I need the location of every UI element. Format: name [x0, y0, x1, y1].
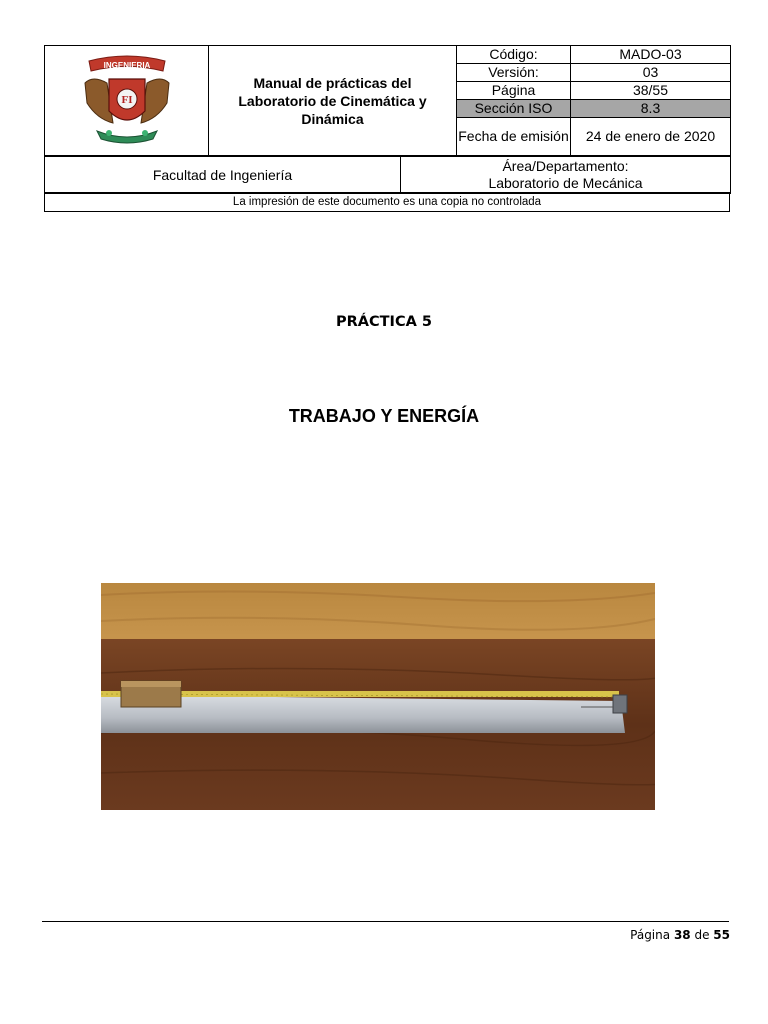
department-row: [44, 156, 731, 194]
field-value-code: MADO-03: [571, 46, 731, 64]
manual-title: Manual de prácticas del Laboratorio de Cinemática y Dinámica: [209, 46, 457, 156]
footer-page-number: [630, 928, 730, 942]
footer-connector: de: [694, 928, 710, 942]
uncontrolled-copy-notice: La impresión de este documento es una copia no controlada: [45, 193, 730, 212]
air-track-photo: [101, 583, 655, 810]
logo-banner-text: INGENIERIA: [103, 60, 150, 70]
practice-title: TRABAJO Y ENERGÍA: [288, 406, 480, 426]
field-label-code: Código:: [457, 46, 571, 64]
field-value-version: 03: [571, 64, 731, 82]
footer-current-page: 38: [673, 928, 691, 942]
svg-text:FI: FI: [121, 93, 132, 106]
field-value-iso-section: 8.3: [571, 100, 731, 118]
field-label-issue-date: Fecha de emisión: [457, 118, 571, 156]
area-value: Laboratorio de Mecánica: [488, 175, 643, 191]
field-value-issue-date: 24 de enero de 2020: [571, 118, 731, 156]
practice-number: PRÁCTICA 5: [336, 314, 432, 330]
document-header-table: [44, 45, 731, 156]
notice-row: [44, 192, 730, 212]
field-label-page: Página: [457, 82, 571, 100]
field-label-iso-section: Sección ISO: [457, 100, 571, 118]
footer-total-pages: 55: [713, 928, 730, 942]
faculty-logo: [45, 46, 209, 156]
area-department: [401, 157, 731, 194]
field-label-version: Versión:: [457, 64, 571, 82]
field-value-page: 38/55: [571, 82, 731, 100]
faculty-name: Facultad de Ingeniería: [45, 157, 401, 194]
unam-engineering-crest-icon: [79, 53, 175, 149]
footer-page-prefix: Página: [630, 928, 671, 942]
footer-divider: [42, 921, 729, 922]
area-label: Área/Departamento:: [502, 158, 629, 174]
